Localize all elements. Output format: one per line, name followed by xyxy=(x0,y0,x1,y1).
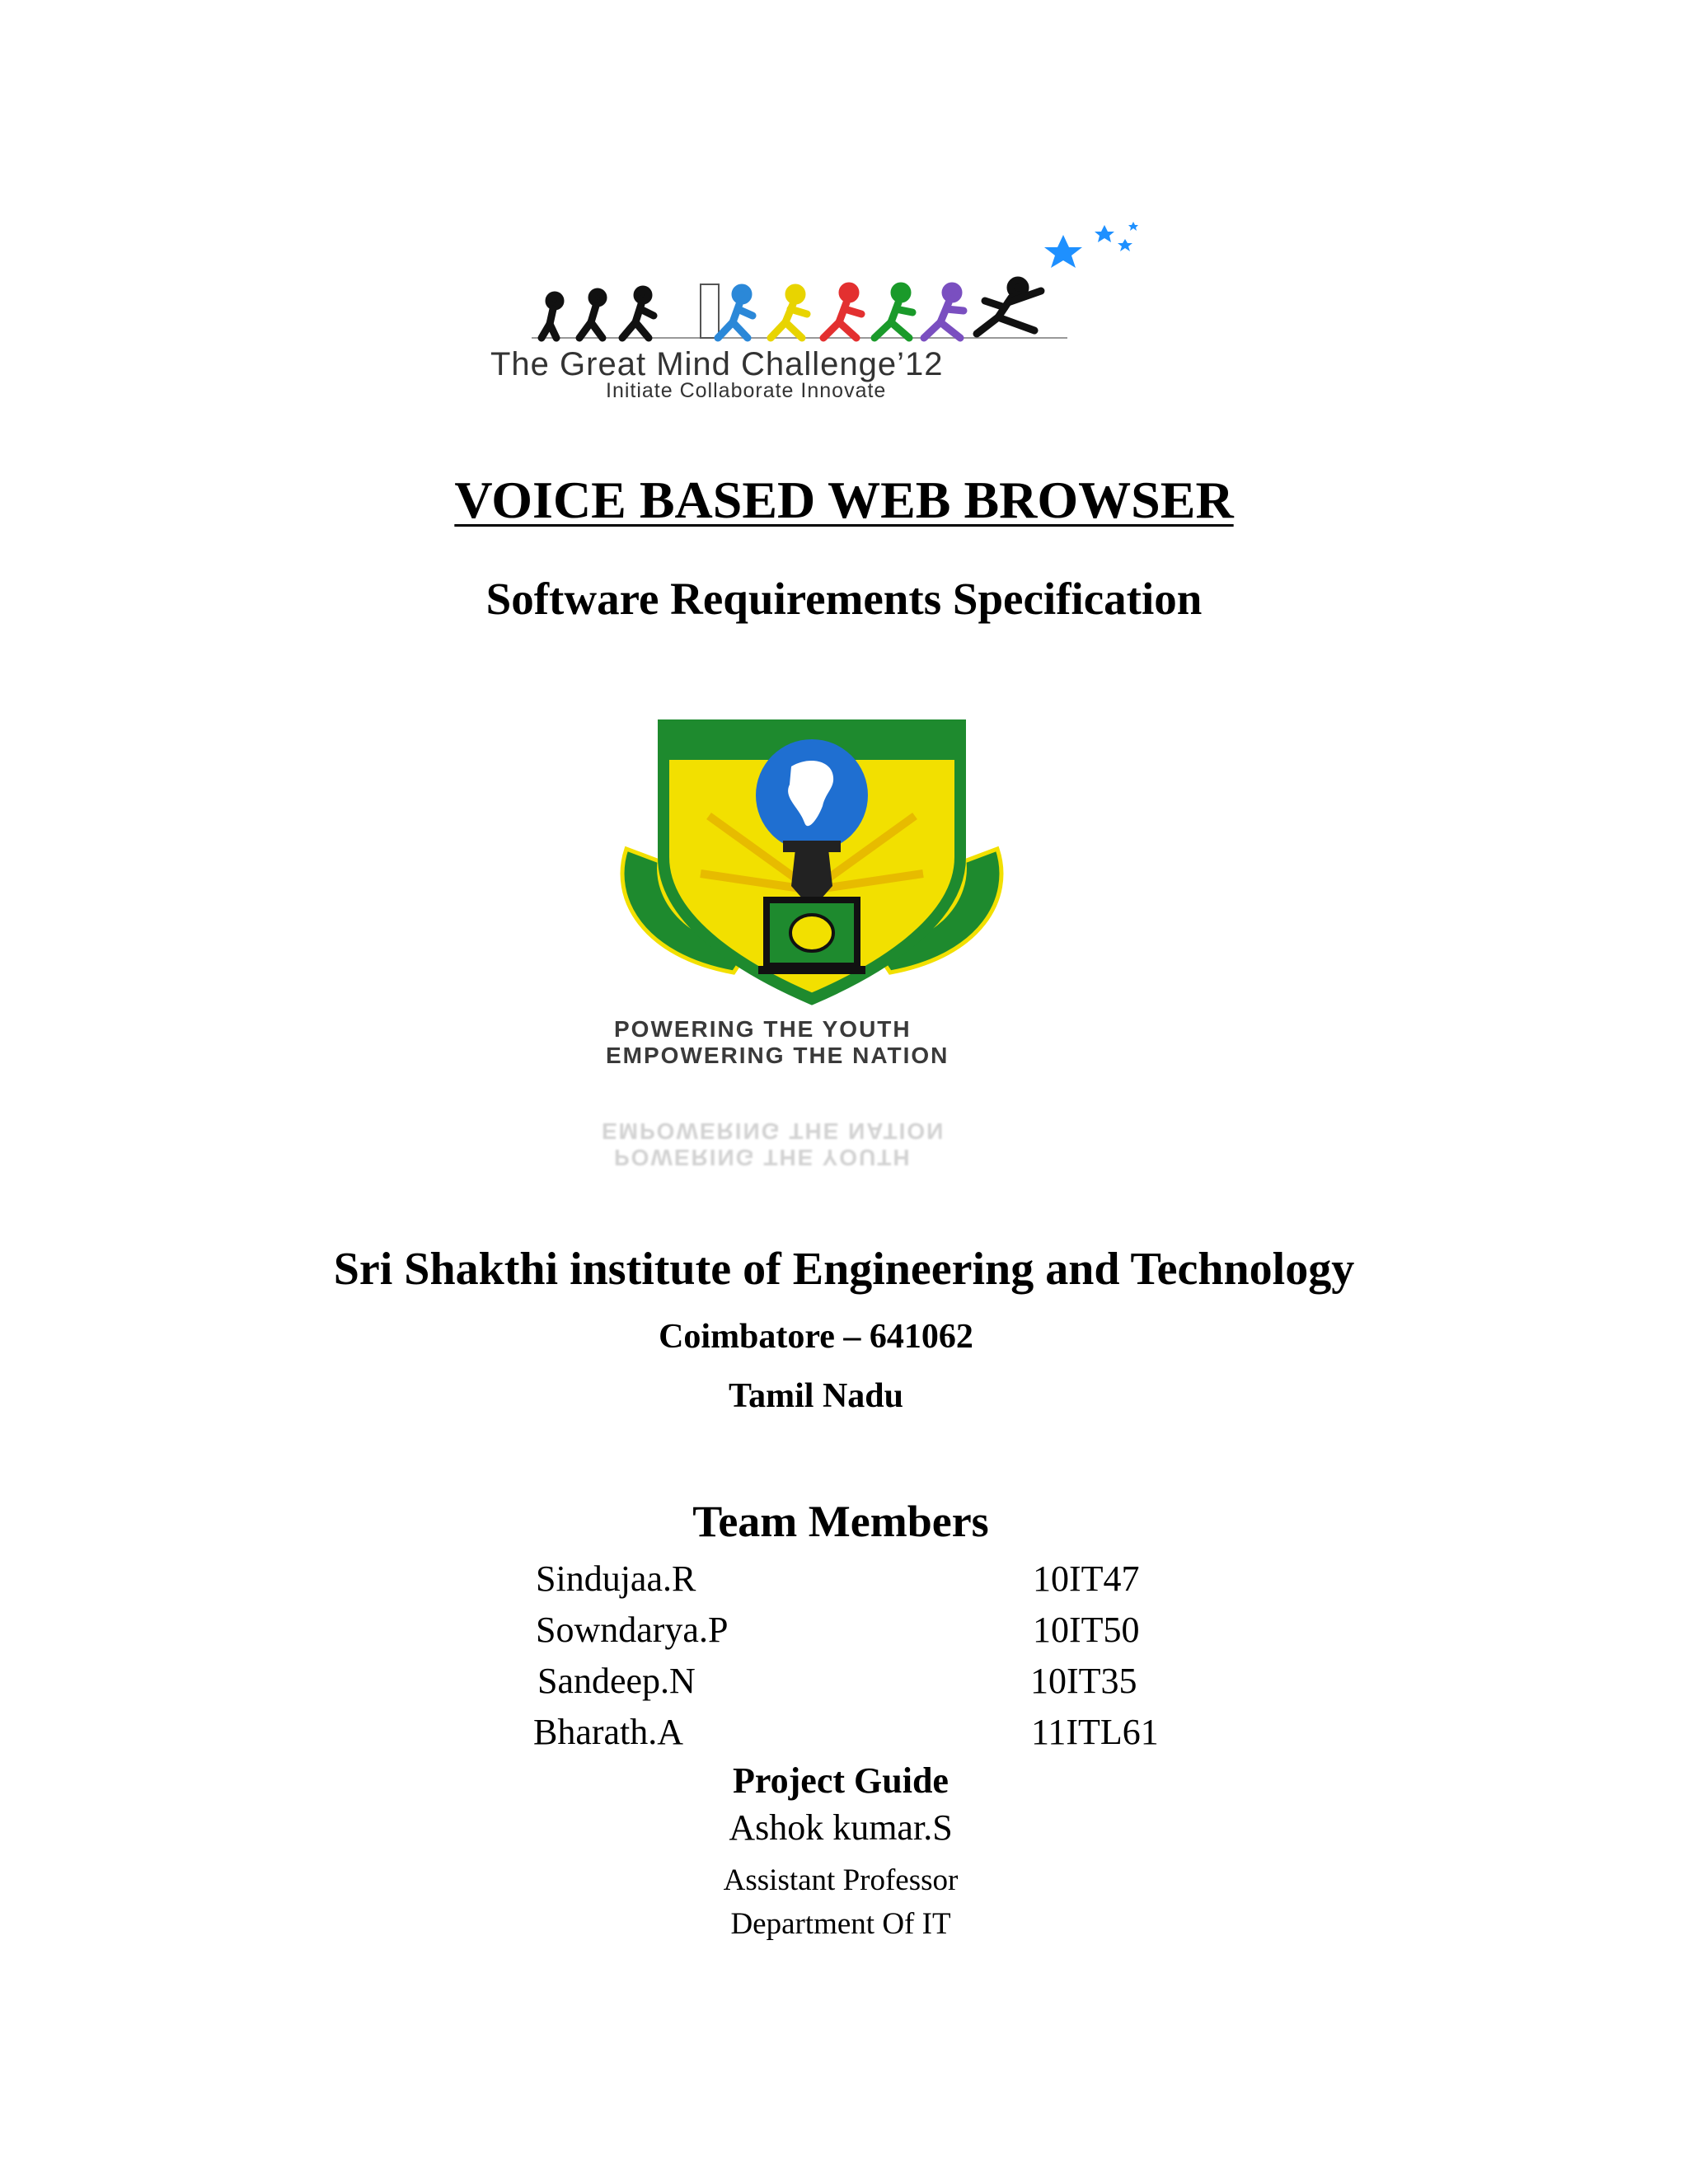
document-title: VOICE BASED WEB BROWSER xyxy=(454,471,1234,529)
member-id: 10IT47 xyxy=(1033,1558,1140,1599)
crest-motto-line1: POWERING THE YOUTH xyxy=(614,1016,912,1042)
institute-state: Tamil Nadu xyxy=(728,1377,904,1415)
guide-role: Assistant Professor xyxy=(723,1863,959,1897)
member-name: Sowndarya.P xyxy=(536,1610,729,1650)
motto-reflection xyxy=(602,1104,1030,1170)
document-subtitle: Software Requirements Specification xyxy=(485,574,1203,624)
great-mind-challenge-logo xyxy=(490,218,1142,408)
member-name: Sandeep.N xyxy=(537,1661,696,1701)
member-id: 10IT35 xyxy=(1030,1661,1137,1701)
member-id: 10IT50 xyxy=(1033,1610,1140,1650)
member-name: Sindujaa.R xyxy=(536,1558,696,1599)
institute-city: Coimbatore – 641062 xyxy=(659,1318,973,1356)
table-row xyxy=(0,1558,1688,1607)
guide-name: Ashok kumar.S xyxy=(729,1807,953,1848)
banner-title: The Great Mind Challenge’12 xyxy=(490,346,944,382)
running-figures-icon xyxy=(490,218,1142,350)
institute-crest xyxy=(610,709,1014,1014)
reflection-line1: POWERING THE YOUTH xyxy=(614,1145,912,1170)
guide-department: Department Of IT xyxy=(730,1907,951,1941)
member-name: Bharath.A xyxy=(533,1712,684,1752)
guide-heading: Project Guide xyxy=(733,1760,949,1801)
crest-emblem-icon xyxy=(610,709,1014,1014)
institute-name: Sri Shakthi institute of Engineering and Technology xyxy=(333,1244,1355,1295)
table-row xyxy=(0,1711,1688,1760)
table-row xyxy=(0,1609,1688,1658)
team-heading: Team Members xyxy=(692,1497,989,1546)
table-row xyxy=(0,1660,1688,1709)
member-id: 11ITL61 xyxy=(1031,1712,1159,1752)
reflection-line2: EMPOWERING THE NATION xyxy=(602,1118,945,1144)
crest-motto-line2: EMPOWERING THE NATION xyxy=(606,1043,950,1068)
banner-tagline: Initiate Collaborate Innovate xyxy=(606,379,887,402)
